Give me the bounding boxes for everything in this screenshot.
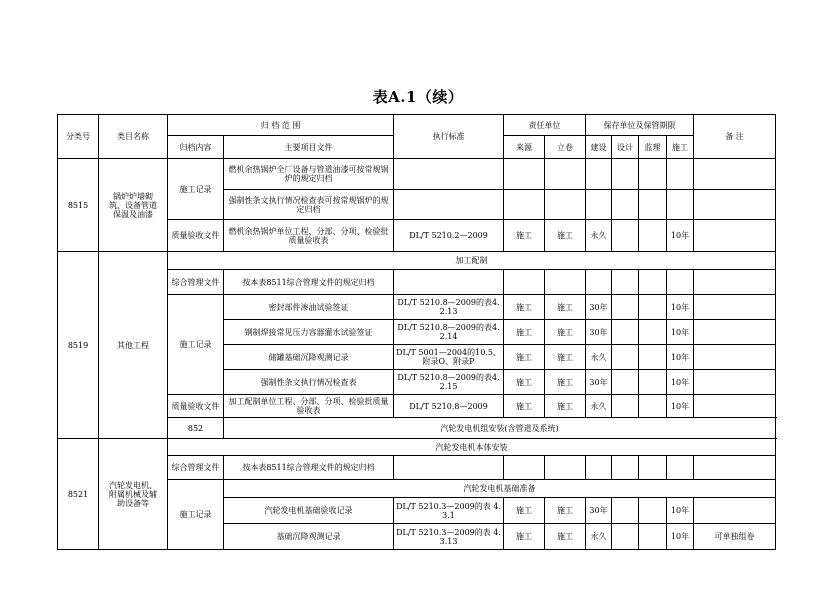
filing-cell: 施工 — [545, 320, 586, 345]
filing-cell: 施工 — [545, 395, 586, 418]
source-cell: 施工 — [504, 370, 545, 395]
header-category: 类目名称 — [99, 115, 168, 159]
file-cell: 基础沉降观测记录 — [224, 524, 394, 550]
construct-cell: 10年 — [667, 320, 694, 345]
construct-cell: 10年 — [667, 220, 694, 252]
remark-cell: 可单独组卷 — [694, 524, 776, 550]
section-label: 汽轮发电机基础准备 — [224, 480, 776, 498]
header-supervise: 监理 — [639, 136, 667, 159]
construct-cell: 10年 — [667, 295, 694, 320]
standard-cell: DL/T 5210.3—2009的表 4.3.13 — [394, 524, 504, 550]
build-cell: 永久 — [586, 345, 612, 370]
file-cell: 储罐基础沉降观测记录 — [224, 345, 394, 370]
construct-cell: 10年 — [667, 524, 694, 550]
filing-cell: 施工 — [545, 498, 586, 524]
standard-cell: DL/T 5210.8—2009的表4.2.13 — [394, 295, 504, 320]
file-cell: 强制性条文执行情况检查表可按常规锅炉的规定归档 — [224, 190, 394, 220]
header-keep: 保存单位及保管期限 — [586, 115, 694, 136]
build-cell: 永久 — [586, 524, 612, 550]
standard-cell: DL/T 5210.3—2009的表 4.3.1 — [394, 498, 504, 524]
header-code: 分类号 — [58, 115, 99, 159]
content-cell: 质量验收文件 — [168, 395, 224, 418]
header-row — [58, 115, 776, 136]
source-cell: 施工 — [504, 345, 545, 370]
header-files: 主要项目文件 — [224, 136, 394, 159]
header-build: 建设 — [586, 136, 612, 159]
remark-cell — [694, 498, 776, 524]
standard-cell: DL/T 5210.8—2009 — [394, 395, 504, 418]
filing-cell: 施工 — [545, 345, 586, 370]
standard-cell: DL/T 5001—2004的10.5、附录O、附录P — [394, 345, 504, 370]
category-cell: 汽轮发电机、附属机械及辅助设备等 — [99, 439, 168, 550]
construct-cell: 10年 — [667, 345, 694, 370]
filing-cell: 施工 — [545, 524, 586, 550]
section-label: 加工配制 — [168, 252, 776, 270]
build-cell: 30年 — [586, 370, 612, 395]
header-scope: 归 档 范 围 — [168, 115, 394, 136]
source-cell: 施工 — [504, 524, 545, 550]
build-cell: 30年 — [586, 320, 612, 345]
code-cell: 8519 — [58, 252, 99, 439]
build-cell: 30年 — [586, 498, 612, 524]
file-cell: 密封部件渗油试验签证 — [224, 295, 394, 320]
file-cell: 加工配制单位工程、分部、分项、检验批质量验收表 — [224, 395, 394, 418]
file-cell: 汽轮发电机基础验收记录 — [224, 498, 394, 524]
filing-cell: 施工 — [545, 370, 586, 395]
standard-cell: DL/T 5210.2—2009 — [394, 220, 504, 252]
header-content: 归档内容 — [168, 136, 224, 159]
header-construct: 施工 — [667, 136, 694, 159]
table-row — [58, 439, 776, 456]
content-cell: 施工记录 — [168, 159, 224, 220]
content-cell: 施工记录 — [168, 295, 224, 395]
construct-cell: 10年 — [667, 370, 694, 395]
header-resp: 责任单位 — [504, 115, 586, 136]
header-design: 设计 — [612, 136, 639, 159]
content-cell: 综合管理文件 — [168, 456, 224, 480]
category-cell: 其他工程 — [99, 252, 168, 439]
code-cell: 8515 — [58, 159, 99, 252]
source-cell: 施工 — [504, 295, 545, 320]
section-label: 汽轮发电机本体安装 — [168, 439, 776, 456]
table-row — [58, 159, 776, 190]
source-cell: 施工 — [504, 498, 545, 524]
file-cell: 钢制焊接常见压力容器灌水试验签证 — [224, 320, 394, 345]
table-row — [58, 252, 776, 270]
construct-cell: 10年 — [667, 395, 694, 418]
source-cell: 施工 — [504, 320, 545, 345]
file-cell: 燃机余热锅炉全厂设备与管道油漆可按常规锅炉的规定归档 — [224, 159, 394, 190]
archive-table — [57, 114, 776, 550]
build-cell: 30年 — [586, 295, 612, 320]
code-cell: 8521 — [58, 439, 99, 550]
header-source: 来源 — [504, 136, 545, 159]
file-cell: 按本表8511综合管理文件的规定归档 — [224, 456, 394, 480]
build-cell: 永久 — [586, 220, 612, 252]
filing-cell: 施工 — [545, 295, 586, 320]
header-standard: 执行标准 — [394, 115, 504, 159]
file-cell: 强制性条文执行情况检查表 — [224, 370, 394, 395]
header-filing: 立卷 — [545, 136, 586, 159]
standard-cell: DL/T 5210.8—2009的表4.2.14 — [394, 320, 504, 345]
standard-cell: DL/T 5210.8—2009的表4.2.15 — [394, 370, 504, 395]
category-cell: 锅炉炉墙砌筑、设备管道保温及油漆 — [99, 159, 168, 252]
construct-cell: 10年 — [667, 498, 694, 524]
content-cell: 综合管理文件 — [168, 270, 224, 295]
code-cell: 852 — [168, 418, 224, 439]
content-cell: 质量验收文件 — [168, 220, 224, 252]
source-cell: 施工 — [504, 395, 545, 418]
category-cell: 汽轮发电机组安装(含管道及系统) — [224, 418, 776, 439]
source-cell: 施工 — [504, 220, 545, 252]
filing-cell: 施工 — [545, 220, 586, 252]
content-cell: 施工记录 — [168, 480, 224, 550]
build-cell: 永久 — [586, 395, 612, 418]
file-cell: 燃机余热锅炉单位工程、分部、分项、检验批质量验收表 — [224, 220, 394, 252]
page-title: 表A.1（续） — [372, 88, 464, 106]
header-remark: 备 注 — [694, 115, 776, 159]
file-cell: 按本表8511综合管理文件的规定归档 — [224, 270, 394, 295]
